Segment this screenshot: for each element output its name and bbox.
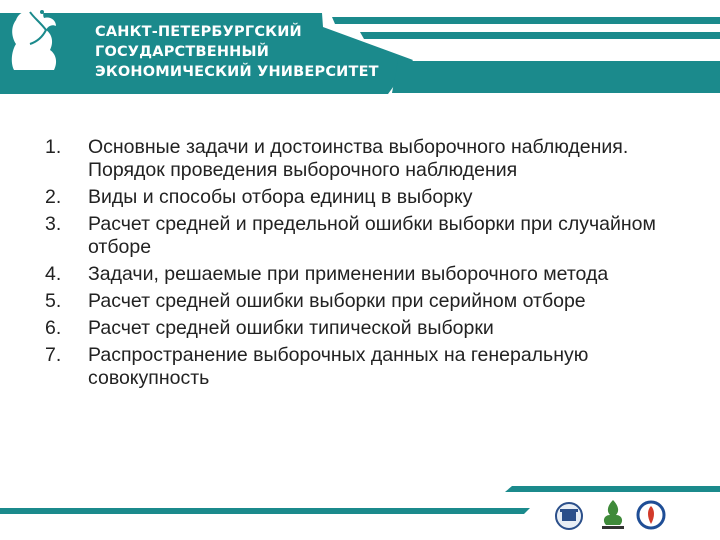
topic-text: Расчет средней и предельной ошибки выборки при случайном отборе [88,213,656,258]
topic-item [45,186,695,209]
topic-number: 3. [45,213,62,235]
partner-logo-2-icon [598,497,628,533]
topics-list [45,136,695,394]
university-name-line-3: ЭКОНОМИЧЕСКИЙ УНИВЕРСИТЕТ [95,64,379,80]
topic-text: Расчет средней ошибки типической выборки [88,317,494,339]
topic-item [45,344,695,390]
university-name-line-1: САНКТ-ПЕТЕРБУРГСКИЙ [95,24,302,40]
university-name-line-2: ГОСУДАРСТВЕННЫЙ [95,44,270,60]
topic-text: Распространение выборочных данных на генеральную совокупность [88,344,589,389]
topic-item [45,290,695,313]
topic-item [45,317,695,340]
partner-logo-1-icon [554,497,584,533]
topic-item [45,263,695,286]
topic-text: Виды и способы отбора единиц в выборку [88,186,473,208]
griffin-logo-icon [0,0,66,76]
topic-number: 5. [45,290,62,312]
university-name [95,22,379,82]
topic-text: Основные задачи и достоинства выборочного наблюдения. Порядок проведения выборочного наблюдения [88,136,629,181]
topic-number: 4. [45,263,62,285]
topic-text: Расчет средней ошибки выборки при серийном отборе [88,290,586,312]
header-banner [0,0,720,100]
topic-number: 2. [45,186,62,208]
topic-number: 1. [45,136,62,158]
topic-item [45,213,695,259]
topic-item [45,136,695,182]
partner-logo-3-icon [636,497,666,533]
topic-number: 6. [45,317,62,339]
topic-text: Задачи, решаемые при применении выборочного метода [88,263,609,285]
topic-number: 7. [45,344,62,366]
